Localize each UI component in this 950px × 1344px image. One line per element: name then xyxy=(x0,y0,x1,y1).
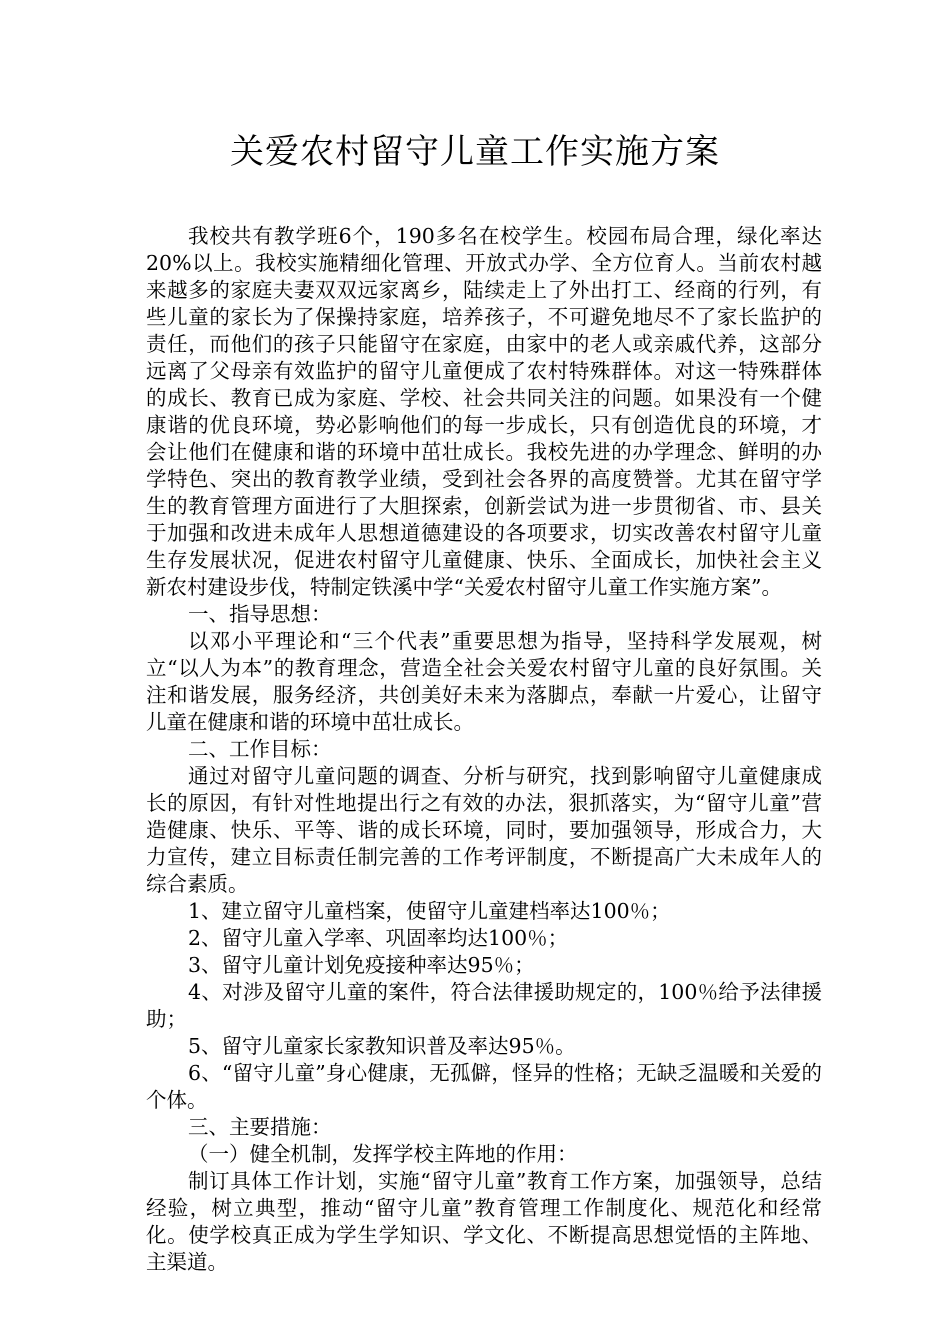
intro-paragraph: 我校共有教学班6个，190多名在校学生。校园布局合理，绿化率达20%以上。我校实施精细化管理、开放式办学、全方位育人。当前农村越来越多的家庭夫妻双双远家离乡，陆续走上了外出打工、经商的行列，有些儿童的家长为了保操持家庭，培养孩子，不可避免地尽不了家长监护的责任，而他们的孩子只能留守在家庭，由家中的老人或亲戚代养，这部分远离了父母亲有效监护的留守儿童便成了农村特殊群体。对这一特殊群体的成长、教育已成为家庭、学校、社会共同关注的问题。如果没有一个健康谐的优良环境，势必影响他们的每一步成长，只有创造优良的环境，才会让他们在健康和谐的环境中茁壮成长。我校先进的办学理念、鲜明的办学特色、突出的教育教学业绩，受到社会各界的高度赞誉。尤其在留守学生的教育管理方面进行了大胆探索，创新尝试为进一步贯彻省、市、县关于加强和改进未成年人思想道德建设的各项要求，切实改善农村留守儿童生存发展状况，促进农村留守儿童健康、快乐、全面成长，加快社会主义新农村建设步伐，特制定铁溪中学“关爱农村留守儿童工作实施方案”。 xyxy=(146,224,822,599)
goal-item-5: 5、留守儿童家长家教知识普及率达95％。 xyxy=(188,1034,576,1058)
document-title: 关爱农村留守儿童工作实施方案 xyxy=(230,132,720,172)
section-heading-work-goals: 二、工作目标： xyxy=(188,737,332,761)
goal-item-4: 4、对涉及留守儿童的案件，符合法律援助规定的，100％给予法律援助； xyxy=(146,980,822,1031)
mechanism-paragraph: 制订具体工作计划，实施“留守儿童”教育工作方案，加强领导，总结经验，树立典型，推动“留守儿童”教育管理工作制度化、规范化和经常化。使学校真正成为学生学知识、学文化、不断提高思想觉悟的主阵地、主渠道。 xyxy=(146,1169,822,1274)
guiding-ideology-paragraph: 以邓小平理论和“三个代表”重要思想为指导，坚持科学发展观，树立“以人为本”的教育理念，营造全社会关爱农村留守儿童的良好氛围。关注和谐发展，服务经济，共创美好未来为落脚点，奉献一片爱心，让留守儿童在健康和谐的环境中茁壮成长。 xyxy=(146,629,822,734)
document-body xyxy=(146,223,822,1276)
goal-item-1: 1、建立留守儿童档案，使留守儿童建档率达100％； xyxy=(188,899,671,923)
goal-item-2: 2、留守儿童入学率、巩固率均达100％； xyxy=(188,926,569,950)
section-heading-main-measures: 三、主要措施： xyxy=(188,1115,332,1139)
subsection-heading-mechanism: （一）健全机制，发挥学校主阵地的作用： xyxy=(188,1142,578,1166)
section-heading-guiding-ideology: 一、指导思想： xyxy=(188,602,332,626)
goal-item-3: 3、留守儿童计划免疫接种率达95％； xyxy=(188,953,535,977)
work-goals-paragraph: 通过对留守儿童问题的调查、分析与研究，找到影响留守儿童健康成长的原因，有针对性地提出行之有效的办法，狠抓落实，为“留守儿童”营造健康、快乐、平等、谐的成长环境，同时，要加强领导，形成合力，大力宣传，建立目标责任制完善的工作考评制度，不断提高广大未成年人的综合素质。 xyxy=(146,764,822,896)
goal-item-6: 6、“留守儿童”身心健康，无孤僻，怪异的性格；无缺乏温暖和关爱的个体。 xyxy=(146,1061,822,1112)
